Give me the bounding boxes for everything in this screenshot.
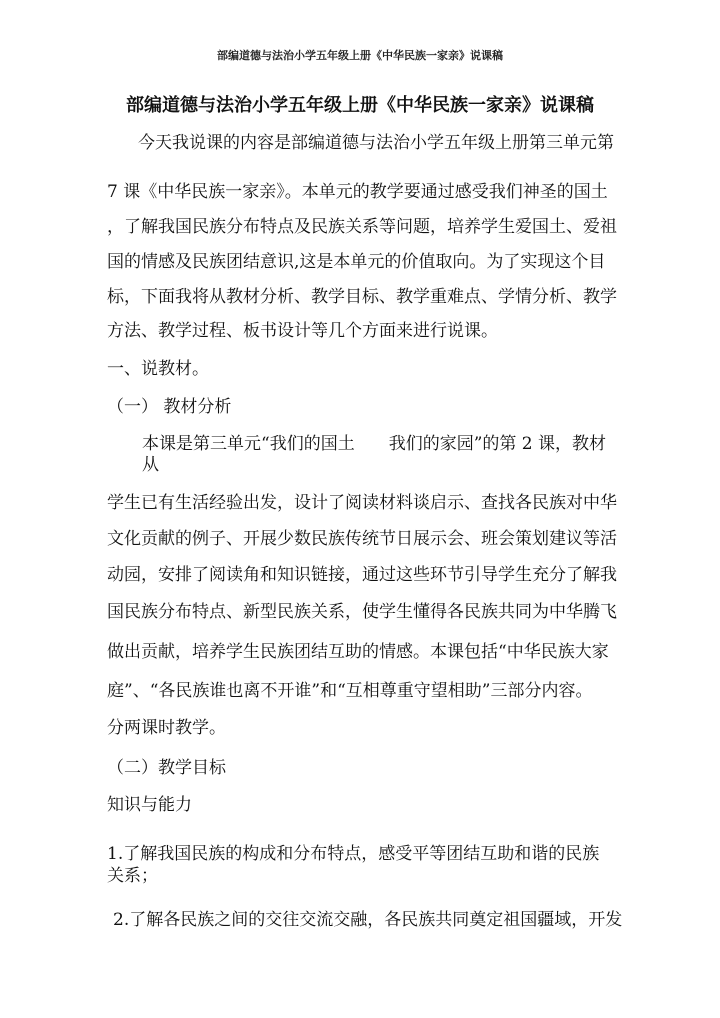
list-item: 1.了解我国民族的构成和分布特点，感受平等团结互助和谐的民族 bbox=[107, 844, 600, 864]
paragraph-line: 本课是第三单元“我们的国土 我们的家园”的第 2 课，教材 bbox=[142, 434, 607, 454]
subsection-label: 知识与能力 bbox=[107, 795, 192, 815]
list-item: 关系； bbox=[107, 866, 158, 886]
paragraph-line: ，了解我国民族分布特点及民族关系等问题，培养学生爱国土、爱祖 bbox=[107, 217, 617, 237]
paragraph-line: 庭”、“各民族谁也离不开谁”和“互相尊重守望相助”三部分内容。 bbox=[107, 681, 593, 701]
document-title: 部编道德与法治小学五年级上册《中华民族一家亲》说课稿 bbox=[126, 95, 594, 116]
paragraph-line: 分两课时教学。 bbox=[107, 718, 226, 738]
paragraph-line: 今天我说课的内容是部编道德与法治小学五年级上册第三单元第 bbox=[138, 133, 614, 153]
list-item: 2.了解各民族之间的交往交流交融，各民族共同奠定祖国疆域，开发 bbox=[113, 910, 623, 930]
paragraph-line: 7 课《中华民族一家亲》。本单元的教学要通过感受我们神圣的国土 bbox=[107, 182, 608, 202]
page-header: 部编道德与法治小学五年级上册《中华民族一家亲》说课稿 bbox=[217, 49, 503, 62]
paragraph-line: 文化贡献的例子、开展少数民族传统节日展示会、班会策划建议等活 bbox=[107, 529, 617, 549]
paragraph-line: 动园，安排了阅读角和知识链接，通过这些环节引导学生充分了解我 bbox=[107, 565, 617, 585]
section-heading: 一、说教材。 bbox=[107, 359, 209, 379]
paragraph-line: 做出贡献，培养学生民族团结互助的情感。本课包括“中华民族大家 bbox=[107, 642, 609, 662]
paragraph-line: 国的情感及民族团结意识,这是本单元的价值取向。为了实现这个目 bbox=[107, 252, 606, 272]
paragraph-line: 国民族分布特点、新型民族关系，使学生懂得各民族共同为中华腾飞 bbox=[107, 602, 617, 622]
paragraph-line: 方法、教学过程、板书设计等几个方面来进行说课。 bbox=[107, 321, 498, 341]
paragraph-line: 从 bbox=[142, 455, 159, 475]
subsection-heading: （二）教学目标 bbox=[107, 758, 226, 778]
subsection-heading: （一） 教材分析 bbox=[107, 397, 232, 417]
paragraph-line: 学生已有生活经验出发，设计了阅读材料谈启示、查找各民族对中华 bbox=[107, 493, 617, 513]
paragraph-line: 标，下面我将从教材分析、教学目标、教学重难点、学情分析、教学 bbox=[107, 287, 617, 307]
